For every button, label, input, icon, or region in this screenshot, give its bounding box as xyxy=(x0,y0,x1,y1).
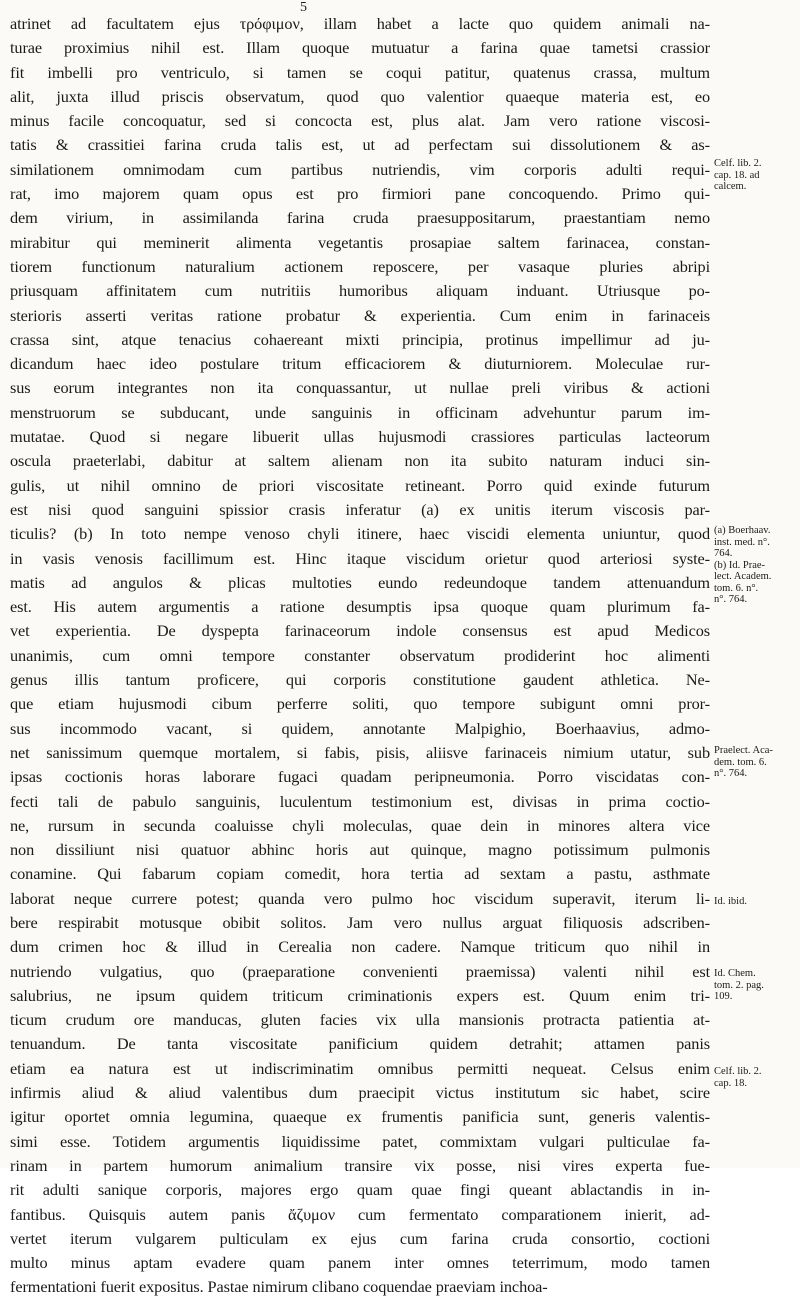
main-text-column xyxy=(10,12,710,1300)
text-line: ticulis? (b) In toto nempe venoso chyli itinere, haec viscidi elementa uniuntur, quod xyxy=(10,524,710,544)
text-line: igitur oportet omnia legumina, quaeque ex frumentis panificia sunt, generis valentis- xyxy=(10,1107,710,1127)
text-line: tenuandum. De tanta viscositate panificium quidem detrahit; attamen panis xyxy=(10,1034,710,1054)
text-line: rit adulti sanique corporis, majores ergo quam quae fingi queant ablactandis in in- xyxy=(10,1180,710,1200)
text-line: sus eorum integrantes non ita conquassantur, ut nullae preli viribus & actioni xyxy=(10,378,710,398)
text-line: laborat neque currere potest; quanda vero pulmo hoc viscidum superavit, iterum li- xyxy=(10,888,710,908)
margin-note-celsus: Celf. lib. 2. cap. 18. ad calcem. xyxy=(714,158,762,192)
text-line: fantibus. Quisquis autem panis ἄζυμον cum fermentato comparationem inierit, ad- xyxy=(10,1204,710,1224)
text-line: tatis & crassitiei farina cruda talis est, ut ad perfectam sui dissolutionem & as- xyxy=(10,135,710,155)
text-line: net sanissimum quemque mortalem, si fabis, pisis, aliisve farinaceis nimium utatur, sub xyxy=(10,742,710,762)
page-number: 5 xyxy=(300,0,307,15)
text-line: fermentationi fuerit expositus. Pastae nimirum clibano coquendae praeviam inchoa- xyxy=(10,1277,548,1297)
text-line: fit imbelli pro ventriculo, si tamen se coqui patitur, quatenus crassa, multum xyxy=(10,62,710,82)
text-line: ipsas coctionis horas laborare fugaci quadam peripneumonia. Porro viscidatas con- xyxy=(10,767,710,787)
text-line: atrinet ad facultatem ejus τρόφιμον, illam habet a lacte quo quidem animali na- xyxy=(10,14,710,33)
text-line: genus illis tantum proficere, qui corporis constitutione gaudent athletica. Ne- xyxy=(10,670,710,690)
text-line: in vasis venosis facillimum est. Hinc itaque viscidum orietur quod arteriosi syste- xyxy=(10,548,710,568)
text-line: salubrius, ne ipsum quidem triticum criminationis expers est. Quum enim tri- xyxy=(10,985,710,1005)
text-line: turae proximius nihil est. Illam quoque mutuatur a farina quae tametsi crassior xyxy=(10,38,710,58)
margin-note-boerhaave: (a) Boerhaav. inst. med. n°. 764. (b) Id. Prae- lect. Academ. tom. 6. n°. n°. 764. xyxy=(714,525,772,605)
text-line: minus facile concoquatur, sed si concocta est, plus alat. Jam vero ratione viscosi- xyxy=(10,111,710,131)
text-line: menstruorum se subducant, unde sanguinis in officinam advehuntur parum im- xyxy=(10,402,710,422)
text-line: oscula praeterlabi, dabitur at saltem alienam non ita subito naturam induci sin- xyxy=(10,451,710,471)
text-line: simi esse. Totidem argumentis liquidissime patet, commixtam vulgari pulticulae fa- xyxy=(10,1131,710,1151)
text-line: fecti tali de pabulo sanguinis, luculentum testimonium est, divisas in prima coctio- xyxy=(10,791,710,811)
text-line: dicandum haec ideo postulare tritum efficaciorem & diuturniorem. Moleculae rur- xyxy=(10,354,710,374)
text-line: que etiam hujusmodi cibum perferre soliti, quo tempore subigunt omni pror- xyxy=(10,694,710,714)
text-line: vertet iterum vulgarem pulticulam ex ejus cum farina cruda consortio, coctioni xyxy=(10,1228,710,1248)
text-line: conamine. Qui fabarum copiam comedit, hora tertia ad sextam a pastu, asthmate xyxy=(10,864,710,884)
text-line: etiam ea natura est ut indiscriminatim omnibus permitti nequeat. Celsus enim xyxy=(10,1058,710,1078)
text-line: similationem omnimodam cum partibus nutriendis, vim corporis adulti requi- xyxy=(10,159,710,179)
margin-note-celsus-2: Celf. lib. 2. cap. 18. xyxy=(714,1066,762,1089)
text-line: dem virium, in assimilanda farina cruda praesuppositarum, praestantiam nemo xyxy=(10,208,710,228)
text-line: non dissiliunt nisi quatuor abhinc horis aut quinque, magno potissimum pulmonis xyxy=(10,840,710,860)
text-line: est nisi quod sanguini spissior crasis inferatur (a) ex unitis iterum viscosis par- xyxy=(10,499,710,519)
margin-note-id-ibid: Id. ibid. xyxy=(714,896,747,907)
text-line: alit, juxta illud priscis observatum, quod quo valentior quaeque materia est, eo xyxy=(10,86,710,106)
text-line: sterioris asserti veritas ratione probatur & experientia. Cum enim in farinaceis xyxy=(10,305,710,325)
margin-notes-column xyxy=(714,0,798,1168)
text-line: mutatae. Quod si negare libuerit ullas hujusmodi crassiores particulas lacteorum xyxy=(10,427,710,447)
text-line: sus incommodo vacant, si quidem, annotante Malpighio, Boerhaavius, admo- xyxy=(10,718,710,738)
text-line: tiorem functionum naturalium actionem reposcere, per vasaque pluries abripi xyxy=(10,256,710,276)
text-line: ticum crudum ore manducas, gluten facies vix ulla mansionis protracta patientia at- xyxy=(10,1010,710,1030)
text-line: mirabitur qui meminerit alimenta vegetantis prosapiae saltem farinacea, constan- xyxy=(10,232,710,252)
text-line: rinam in partem humorum animalium transire vix posse, nisi vires experta fue- xyxy=(10,1155,710,1175)
text-line: priusquam affinitatem cum nutritiis humoribus aliquam induant. Utriusque po- xyxy=(10,281,710,301)
text-line: ne, rursum in secunda coaluisse chyli moleculas, quae dein in minores altera vice xyxy=(10,815,710,835)
text-line: dum crimen hoc & illud in Cerealia non cadere. Namque triticum quo nihil in xyxy=(10,937,710,957)
text-line: multo minus aptam evadere quam panem inter omnes teterrimum, modo tamen xyxy=(10,1253,710,1273)
text-line: bere respirabit motusque obibit solitos. Jam vero nullus arguat filiquosis adscriben- xyxy=(10,912,710,932)
text-line: vet experientia. De dyspepta farinaceorum indole consensus est apud Medicos xyxy=(10,621,710,641)
text-line: unanimis, cum omni tempore constanter observatum prodiderint hoc alimenti xyxy=(10,645,710,665)
margin-note-id-chem: Id. Chem. tom. 2. pag. 109. xyxy=(714,968,764,1002)
text-line: crassa sint, atque tenacius cohaereant mixti principia, protinus impellimur ad ju- xyxy=(10,329,710,349)
text-line: gulis, ut nihil omnino de priori viscositate retineant. Porro quid exinde futurum xyxy=(10,475,710,495)
text-line: infirmis aliud & aliud valentibus dum praecipit victus institutum sic habet, scire xyxy=(10,1083,710,1103)
text-line: matis ad angulos & plicas multoties eundo redeundoque tandem attenuandum xyxy=(10,572,710,592)
text-line: est. His autem argumentis a ratione desumptis ipsa quoque quam plurimum fa- xyxy=(10,597,710,617)
text-line: rat, imo majorem quam opus est pro firmiori pane concoquendo. Primo qui- xyxy=(10,184,710,204)
margin-note-praelect: Praelect. Aca- dem. tom. 6. n°. 764. xyxy=(714,745,773,779)
text-line: nutriendo vulgatius, quo (praeparatione convenienti praemissa) valenti nihil est xyxy=(10,961,710,981)
